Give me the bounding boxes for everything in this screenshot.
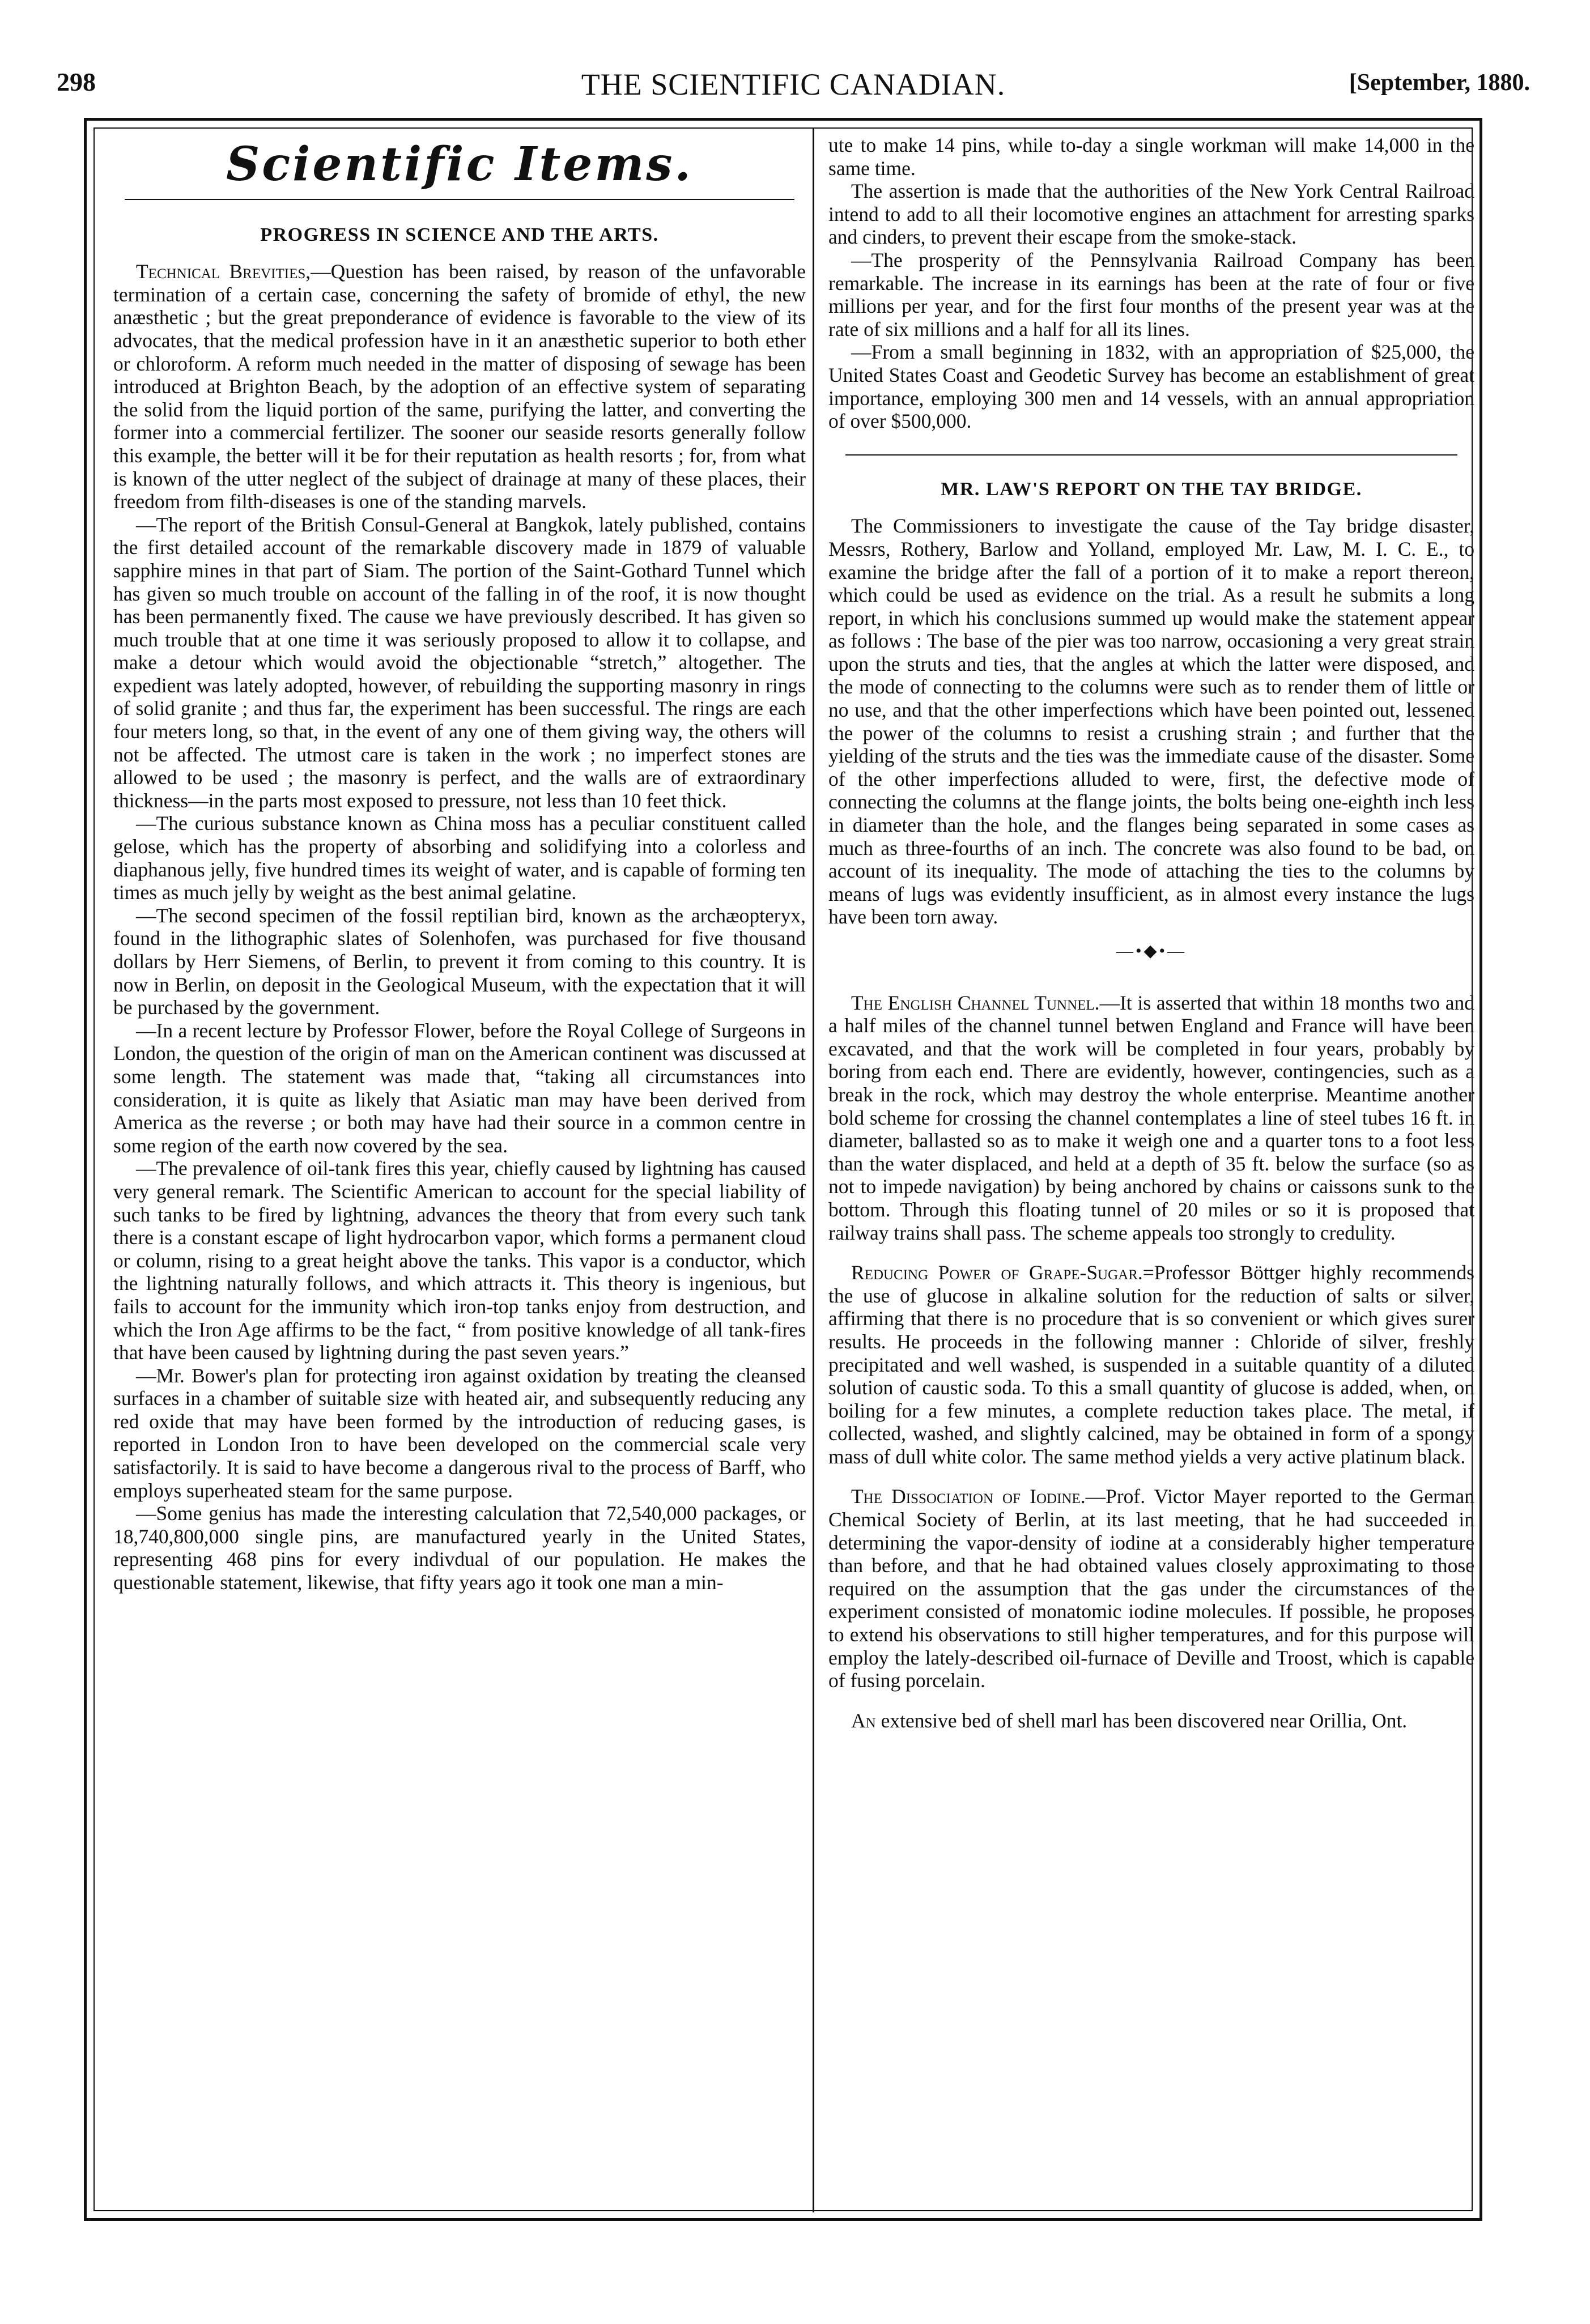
article-body: =Professor Böttger highly recommends the use of glucose in alkaline solution for the reduction of salts or silver, affirming that there is no procedure that is so convenient or which gives surer results. He proceeds in the following manner : Chloride of silver, freshly precipitated and well washed, is suspended in a suitable quantity of a diluted solution of caustic soda. To this a small quantity of glucose is added, when, on boiling for a few minutes, a complete reduction takes place. The metal, if collected, washed, and slightly calcined, may be obtained in form of a spongy mass of dull white color. The same method yields a very active platinum black. xyxy=(828,1261,1474,1468)
article-lead: The Dissociation of Iodine. xyxy=(851,1485,1086,1508)
article-technical-brevities xyxy=(113,260,806,513)
paragraph-pins: —Some genius has made the interesting calculation that 72,540,000 packages, or 18,740,800,000 single pins, are manufactured yearly in the United States, representing 468 pins for every indivdual of our population. He makes the questionable statement, likewise, that fifty years ago it took one man a min- xyxy=(113,1502,806,1594)
article-iodine xyxy=(828,1485,1474,1692)
paragraph-professor-flower: —In a recent lecture by Professor Flower, before the Royal College of Surgeons in London, the question of the origin of man on the American continent was discussed at some length. The statement was made that, “taking all circumstances into consideration, it is quite as likely that Asiatic man may have been derived from America as the reverse ; or both may have had their source in a common centre in some region of the earth now covered by the sea. xyxy=(113,1019,806,1157)
article-body: —Question has been raised, by reason of the unfavorable termination of a certain case, concerning the safety of bromide of ethyl, the new anæsthetic ; but the great preponderance of evidence is favorable to the view of its advocates, that the medical profession have in it an anæsthetic superior to both ether or chloroform. A reform much needed in the matter of disposing of sewage has been introduced at Brighton Beach, by the adoption of an effective system of separating the solid from the liquid portion of the same, purifying the latter, and converting the former into a commercial fertilizer. The sooner our seaside resorts generally follow this example, the better will it be for their reputation as health resorts ; for, from what is known of the utter neglect of the subject of drainage at many of these places, their freedom from filth-diseases is one of the standing marvels. xyxy=(113,260,806,513)
paragraph-archaeopteryx: —The second specimen of the fossil reptilian bird, known as the archæopteryx, found in the lithographic slates of Solenhofen, was purchased for five thousand dollars by Herr Siemens, of Berlin, to prevent it from coming to this country. It is now in Berlin, on deposit in the Geological Museum, with the expectation that it will be purchased by the government. xyxy=(113,904,806,1019)
section-heading-progress: PROGRESS IN SCIENCE AND THE ARTS. xyxy=(260,224,659,245)
section-masthead: Scientific Items. xyxy=(226,137,693,191)
article-body: extensive bed of shell marl has been discovered near Orillia, Ont. xyxy=(881,1709,1408,1732)
paragraph-tay-bridge-report: The Commissioners to investigate the cause of the Tay bridge disaster, Messrs, Rothery, Barlow and Yolland, employed Mr. Law, M. I. C. E., to examine the bridge after the fall of a portion of it to make a report thereon, which could be used as evidence on the trial. As a result he submits a long report, in which his conclusions summed up would make the statement appear as follows : The base of the pier was too narrow, occasioning a very great strain upon the struts and ties, that the angles at which the latter were disposed, and the mode of connecting to the columns were such as to render them of little or no use, and that the other imperfections which have been pointed out, lessened the power of the columns to resist a crushing strain ; and further that the yielding of the struts and the ties was the immediate cause of the disaster. Some of the other imperfections alluded to were, first, the defective mode of connecting the columns at the flange joints, the bolts being one-eighth inch less in diameter than the hole, and the flanges being separated in some cases as much as three-fourths of an inch. The concrete was also found to be bad, on account of its inequality. The mode of attaching the ties to the columns by means of lugs was evidently insufficient, as in almost every instance the lugs have been torn away. xyxy=(828,514,1474,929)
article-lead: Technical Brevities, xyxy=(136,260,311,283)
paragraph-new-york-central: The assertion is made that the authorities of the New York Central Railroad intend to add to all their locomotive engines an attachment for arresting sparks and cinders, to prevent their escape from the smoke-stack. xyxy=(828,180,1474,249)
article-lead: Reducing Power of Grape-Sugar. xyxy=(851,1261,1143,1284)
article-shell-marl xyxy=(828,1709,1474,1733)
right-column xyxy=(828,134,1474,2207)
column-divider xyxy=(813,127,814,2212)
paragraph-pins-continued: ute to make 14 pins, while to-day a single workman will make 14,000 in the same time. xyxy=(828,134,1474,180)
journal-title: THE SCIENTIFIC CANADIAN. xyxy=(581,67,1006,101)
issue-date: [September, 1880. xyxy=(1349,70,1530,96)
page-number: 298 xyxy=(57,67,96,96)
section-rule xyxy=(845,454,1457,456)
article-body: —It is asserted that within 18 months two and a half miles of the channel tunnel betwen England and France will have been excavated, and that the work will be completed in four years, probably by boring from each end. There are evidently, however, contingencies, such as a break in the rock, which may destroy the whole enterprise. Meantime another bold scheme for crossing the channel contemplates a line of steel tubes 16 ft. in diameter, ballasted so as to make it weigh one and a quarter tons to a foot less than the water displaced, and held at a depth of 35 ft. below the surface (so as not to impede navigation) by being anchored by chains or caissons sunk to the bottom. Through this floating tunnel of 20 miles or so it is proposed that railway trains shall pass. The scheme appeals too strongly to credulity. xyxy=(828,991,1474,1244)
paragraph-pennsylvania-railroad: —The prosperity of the Pennsylvania Railroad Company has been remarkable. The increase in its earnings has been at the rate of four or five millions per year, and for the first four months of the present year was at the rate of six millions and a half for all its lines. xyxy=(828,248,1474,340)
article-grape-sugar xyxy=(828,1261,1474,1468)
article-body: —Prof. Victor Mayer reported to the German Chemical Society of Berlin, at its last meeting, that he had succeeded in determining the vapor-density of iodine at a considerably higher temperature than before, and that he had obtained values closely approximating to those required on the assumption that the gas under the circumstances of the experiment consisted of monatomic iodine molecules. If possible, he proposes to extend his observations to still higher temperatures, and for this purpose will employ the lately-described oil-furnace of Deville and Troost, which is capable of fusing porcelain. xyxy=(828,1485,1474,1692)
article-channel-tunnel xyxy=(828,991,1474,1245)
paragraph-bower-plan: —Mr. Bower's plan for protecting iron against oxidation by treating the cleansed surfaces in a chamber of suitable size with heated air, and subsequently reducing any red oxide that may have been formed by the introduction of reducing gases, is reported in London Iron to have been developed on the commercial scale very satisfactorily. It is said to have become a dangerous rival to the process of Barff, who employs superheated steam for the same purpose. xyxy=(113,1364,806,1502)
paragraph-oil-tank-fires: —The prevalence of oil-tank fires this year, chiefly caused by lightning has caused very general remark. The Scientific American to account for the special liability of such tanks to be fired by lightning, advances the theory that from every such tank there is a constant escape of light hydrocarbon vapor, which forms a permanent cloud or column, rising to a great height above the tanks. This vapor is a conductor, which the lightning naturally follows, and which attracts it. This theory is ingenious, but fails to account for the immunity which iron-top tanks enjoy from destruction, and which the Iron Age affirms to be the fact, “ from positive knowledge of all tank-fires that have been caused by lightning during the past seven years.” xyxy=(113,1157,806,1364)
paragraph-china-moss: —The curious substance known as China moss has a peculiar constituent called gelose, which has the property of absorbing and solidifying into a colorless and diaphanous jelly, five hundred times its weight of water, and is capable of forming ten times as much jelly by weight as the best animal gelatine. xyxy=(113,812,806,904)
paragraph-coast-survey: —From a small beginning in 1832, with an appropriation of $25,000, the United States Coast and Geodetic Survey has become an establishment of great importance, employing 300 men and 14 vessels, with an annual appropriation of over $500,000. xyxy=(828,340,1474,433)
article-lead: An xyxy=(851,1709,876,1732)
page-header xyxy=(57,67,1530,112)
left-column xyxy=(113,134,806,2207)
masthead-rule xyxy=(125,199,794,200)
article-lead: The English Channel Tunnel. xyxy=(851,991,1100,1014)
ornament-divider: —•◆•— xyxy=(1116,942,1187,960)
section-heading-tay-bridge: MR. LAW'S REPORT ON THE TAY BRIDGE. xyxy=(941,478,1362,500)
paragraph-bangkok: —The report of the British Consul-General at Bangkok, lately published, contains the first detailed account of the remarkable discovery made in 1879 of valuable sapphire mines in that part of Siam. The portion of the Saint-Gothard Tunnel which has given so much trouble on account of the falling in of the roof, it is now thought has been permanently fixed. The cause we have previously described. It has given so much trouble that at one time it was seriously proposed to allow it to collapse, and make a detour which would avoid the objectionable “stretch,” altogether. The expedient was lately adopted, however, of rebuilding the supporting masonry in rings of solid granite ; and thus far, the experiment has been successful. The rings are each four meters long, so that, in the event of any one of them giving way, the others will not be affected. The utmost care is taken in the work ; no imperfect stones are allowed to be used ; the masonry is perfect, and the walls are of extraordinary thickness—in the parts most exposed to pressure, not less than 10 feet thick. xyxy=(113,513,806,812)
